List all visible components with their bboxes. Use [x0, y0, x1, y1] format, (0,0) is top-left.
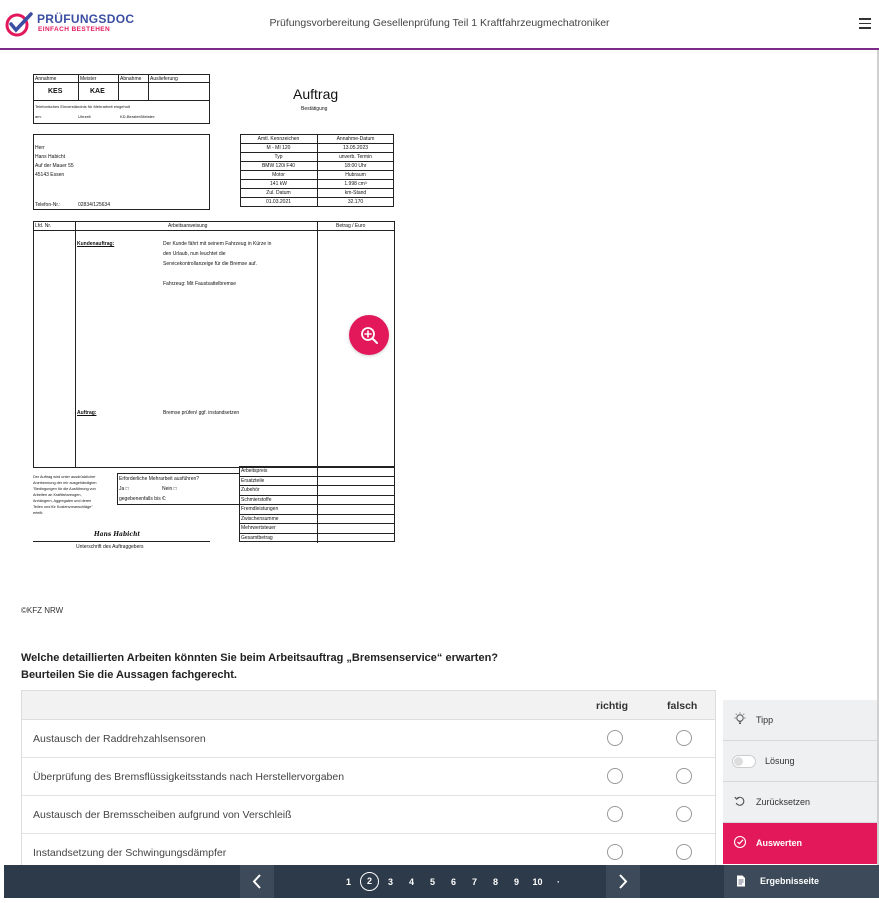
intake-value: KAE: [90, 88, 105, 95]
customer-order-text: Servicekontrollanzeige für die Bremse auf.: [163, 261, 257, 267]
page-number[interactable]: 8: [492, 876, 498, 887]
signature-label: Unterschrift des Auftraggebers: [76, 544, 144, 550]
customer-line: Auf der Mauer 55: [35, 163, 74, 169]
extra-work-text: Nein □: [162, 486, 177, 492]
chevron-left-icon: [240, 865, 274, 898]
page-number[interactable]: 4: [408, 876, 414, 887]
vehicle-table-cell: 18:00 Uhr: [344, 163, 367, 169]
cost-row-label: Zwischensumme: [241, 515, 279, 522]
extra-work-text: Erforderliche Mehrarbeit ausführen?: [119, 476, 200, 482]
radio-false[interactable]: [676, 844, 692, 860]
toggle-switch[interactable]: [732, 755, 756, 768]
order-label: Auftrag:: [77, 410, 97, 416]
app-header: [0, 0, 879, 50]
intake-header: Auslieferung: [150, 76, 178, 82]
statement-label: Austausch der Raddrehzahlsensoren: [33, 733, 206, 745]
legal-text: erteilt.: [33, 511, 44, 515]
hamburger-menu-icon[interactable]: [859, 18, 871, 29]
order-text: Bremse prüfen/ ggf. instandsetzen: [163, 410, 240, 416]
page-number[interactable]: 7: [471, 876, 477, 887]
work-table: [33, 221, 395, 468]
page-number[interactable]: 5: [429, 876, 435, 887]
radio-true[interactable]: [607, 768, 623, 784]
intake-header: Meister: [80, 76, 97, 82]
cost-row-label: Mehrwertsteuer: [241, 525, 276, 531]
customer-order-label: Kundenauftrag:: [77, 241, 115, 247]
next-button[interactable]: [606, 865, 640, 898]
consent-text: Telefonisches Einverständnis für Mehrarbeit eingeholt: [35, 104, 130, 109]
check-circle-icon: [733, 835, 747, 849]
page-number[interactable]: ·: [557, 876, 560, 887]
solution-toggle[interactable]: [723, 741, 877, 782]
vehicle-table-cell: M - MI 120: [266, 145, 291, 151]
document-subtitle: Bestätigung: [301, 106, 328, 112]
work-header: Lfd. Nr.: [35, 223, 52, 229]
cost-row-label: Zubehör: [241, 487, 260, 493]
vehicle-table-cell: Motor: [272, 172, 285, 178]
evaluate-label: Auswerten: [756, 838, 803, 848]
phone-label: Telefon-Nr.:: [35, 202, 61, 208]
column-false: falsch: [667, 700, 698, 712]
vehicle-table-cell: unverb. Termin: [339, 154, 372, 160]
consent-field: Uhrzeit: [78, 114, 91, 119]
customer-order-text: Der Kunde fährt mit seinem Fahrzeug in Kürze in: [163, 241, 272, 247]
chevron-right-icon: [606, 865, 640, 898]
side-panel: [723, 700, 877, 864]
column-true: richtig: [596, 700, 629, 712]
zoom-button[interactable]: [349, 315, 389, 355]
page-number[interactable]: 1: [345, 876, 351, 887]
lightbulb-icon: [733, 712, 747, 726]
statement-label: Instandsetzung der Schwingungsdämpfer: [33, 847, 227, 859]
results-label: Ergebnisseite: [760, 876, 820, 886]
legal-text: Der Auftrag wird unter ausdrücklicher: [33, 475, 96, 479]
copyright: ©KFZ NRW: [21, 606, 64, 615]
logo-title: PRÜFUNGSDOC: [37, 12, 135, 26]
customer-line: 45143 Essen: [35, 172, 65, 178]
radio-false[interactable]: [676, 768, 692, 784]
legal-text: Teilen und für Kostenvoranschläge": [33, 505, 93, 509]
page-title: Prüfungsvorbereitung Gesellenprüfung Teil 1 Kraftfahrzeugmechatroniker: [269, 17, 610, 29]
pagination: [338, 865, 569, 898]
page-number[interactable]: 10: [532, 876, 543, 887]
vehicle-table-cell: km-Stand: [344, 190, 367, 196]
cost-row-label: Fremdleistungen: [241, 506, 279, 512]
tip-label: Tipp: [756, 715, 774, 725]
legal-text: Arbeiten an Kraftfahrzeugen,: [33, 493, 82, 497]
signature: Hans Habicht: [94, 531, 141, 538]
work-header: Betrag / Euro: [336, 223, 366, 229]
statement-label: Austausch der Bremsscheiben aufgrund von Verschleiß: [33, 809, 292, 821]
cost-row-label: Arbeitspreis: [241, 468, 268, 474]
page-number[interactable]: 3: [387, 876, 393, 887]
vehicle-table-cell: BMW 120i F40: [261, 163, 296, 169]
work-header: Arbeitsanweisung: [168, 223, 208, 229]
vehicle-table-cell: Zul. Datum: [266, 190, 291, 196]
page-number[interactable]: 2: [359, 872, 380, 891]
radio-true[interactable]: [607, 730, 623, 746]
page-number[interactable]: 9: [513, 876, 519, 887]
legal-text: Anerkennung der mir ausgehändigten: [33, 481, 97, 485]
order-document-image: [30, 72, 400, 562]
legal-text: Anhängern, Aggregaten und deren: [33, 499, 92, 503]
customer-line: Hans Habicht: [35, 154, 66, 160]
intake-value: KES: [48, 88, 63, 95]
cost-row-label: Ersatzteile: [241, 477, 265, 484]
vehicle-table-cell: Typ: [274, 154, 283, 160]
table-row: [22, 720, 715, 758]
solution-label: Lösung: [765, 756, 795, 766]
previous-button[interactable]: [240, 865, 274, 898]
answer-table-header: [22, 691, 715, 720]
vehicle-table-cell: 13.05.2023: [342, 145, 369, 151]
vehicle-table-cell: 141 kW: [270, 181, 287, 187]
cost-row-label: Gesamtbetrag: [241, 534, 273, 541]
radio-true[interactable]: [607, 844, 623, 860]
vehicle-table-cell: Annahme-Datum: [336, 136, 375, 142]
logo-subtitle: EINFACH BESTEHEN: [38, 26, 111, 33]
phone-value: 02834/125634: [78, 202, 110, 208]
radio-false[interactable]: [676, 730, 692, 746]
reset-button[interactable]: [723, 782, 877, 823]
statement-label: Überprüfung des Bremsflüssigkeitsstands nach Herstellervorgaben: [33, 771, 345, 783]
vehicle-table-cell: 32.170: [347, 199, 364, 205]
document-title: Auftrag: [293, 86, 339, 102]
customer-order-text: den Urlaub, nun leuchtet die: [163, 251, 226, 257]
vehicle-note: Fahrzeug: Mit Faustsattelbremse: [163, 281, 237, 287]
zoom-in-icon: [349, 315, 389, 355]
legal-text: "Bedingungen für die Ausführung von: [33, 487, 96, 491]
answer-table: [21, 690, 716, 873]
vehicle-table-cell: Amtl. Kennzeichen: [257, 136, 300, 142]
evaluate-button[interactable]: [723, 823, 877, 864]
customer-line: Herr: [35, 145, 45, 151]
cost-row-label: Schmierstoffe: [241, 496, 272, 503]
vehicle-table-cell: 01.03.2021: [265, 199, 292, 205]
vehicle-table-cell: 1.998 cm³: [344, 181, 367, 187]
document-icon: [736, 875, 746, 887]
radio-true[interactable]: [607, 806, 623, 822]
intake-header: Annahme: [35, 76, 57, 82]
question-line: Beurteilen Sie die Aussagen fachgerecht.: [21, 669, 237, 681]
extra-work-text: gegebenenfalls bis €:: [119, 496, 167, 502]
table-row: [22, 758, 715, 796]
intake-header: Abnahme: [120, 76, 142, 82]
question-line: Welche detaillierten Arbeiten könnten Sie beim Arbeitsauftrag „Bremsenservice“ erwarten?: [21, 652, 499, 664]
bottom-navigation: [4, 865, 879, 898]
vehicle-table-cell: Hubraum: [345, 172, 366, 178]
undo-icon: [733, 794, 747, 808]
results-page-button[interactable]: [724, 865, 879, 898]
radio-false[interactable]: [676, 806, 692, 822]
consent-field: am:: [35, 114, 42, 119]
page-number[interactable]: 6: [450, 876, 456, 887]
reset-label: Zurücksetzen: [756, 797, 811, 807]
table-row: [22, 796, 715, 834]
extra-work-text: Ja □: [119, 486, 129, 492]
tip-button[interactable]: [723, 700, 877, 741]
question-text: [21, 650, 498, 684]
consent-field: KD-Berater/Meister:: [120, 114, 156, 119]
